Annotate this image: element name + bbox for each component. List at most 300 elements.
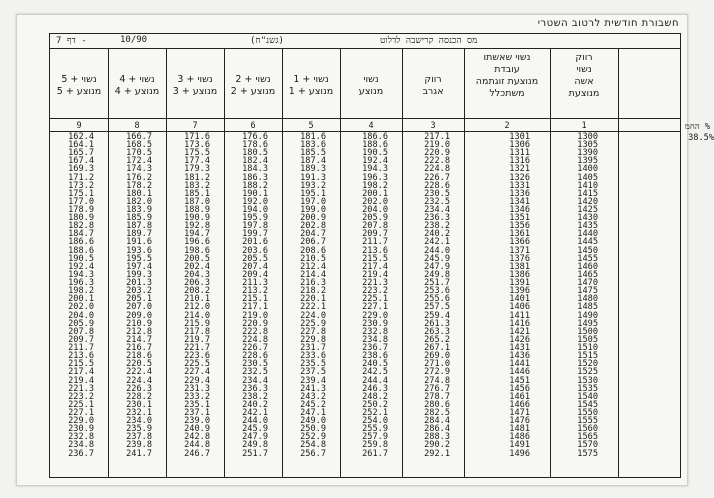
table-cell: 236.7	[68, 448, 94, 459]
row-group	[224, 336, 268, 377]
table-cell: 197.0	[300, 196, 326, 207]
table-cell: 1326	[509, 172, 530, 183]
table-cell: 204.0	[362, 204, 388, 215]
table-cell: 221.3	[362, 278, 388, 289]
table-cell: 195.1	[300, 188, 326, 199]
row-group	[50, 255, 94, 296]
table-cell: 209.4	[242, 269, 268, 280]
row-group	[108, 133, 152, 174]
table-cell: 1410	[577, 180, 598, 191]
table-cell: 171.2	[68, 172, 94, 183]
table-cell: 203.2	[126, 286, 152, 297]
table-cell: 1550	[577, 407, 598, 418]
table-cell: 247.9	[424, 261, 450, 272]
table-cell: 249.8	[424, 269, 450, 280]
table-cell: 269.0	[424, 351, 450, 362]
row-group	[166, 255, 210, 296]
table-cell: 253.6	[424, 286, 450, 297]
table-cell: 218.2	[300, 286, 326, 297]
table-cell: 1366	[509, 237, 530, 248]
table-cell: 237.1	[184, 407, 210, 418]
table-cell: 206.3	[184, 278, 210, 289]
table-cell: 238.6	[362, 351, 388, 362]
table-cell: 1336	[509, 188, 530, 199]
column-number-7: 7	[192, 121, 198, 131]
row-group	[464, 295, 530, 336]
column-header-line: עובדת	[494, 64, 520, 75]
tax-table-sheet	[16, 14, 714, 486]
table-cell: 1505	[577, 334, 598, 345]
table-cell: 230.9	[362, 318, 388, 329]
table-cell: 178.9	[68, 204, 94, 215]
table-cell: 226.7	[242, 343, 268, 354]
row-group	[166, 417, 210, 458]
table-cell: 244.8	[184, 440, 210, 451]
table-cell: 237.8	[126, 432, 152, 443]
table-cell: 234.4	[424, 204, 450, 215]
column-header-3	[402, 74, 464, 98]
table-cell: 190.1	[242, 188, 268, 199]
table-cell: 1435	[577, 221, 598, 232]
table-cell: 227.1	[68, 407, 94, 418]
table-cell: 200.1	[362, 188, 388, 199]
table-cell: 225.5	[184, 359, 210, 370]
table-cell: 192.4	[362, 156, 388, 167]
table-cell: 174.3	[126, 164, 152, 175]
table-cell: 227.8	[300, 326, 326, 337]
table-cell: 181.6	[300, 132, 326, 142]
table-cell: 1396	[509, 286, 530, 297]
column-header-line: נשוי	[363, 74, 379, 85]
table-cell: 235.1	[184, 399, 210, 410]
table-cell: 202.0	[362, 196, 388, 207]
table-cell: 181.2	[184, 172, 210, 183]
row-group	[282, 133, 326, 174]
table-cell: 193.2	[300, 180, 326, 191]
table-cell: 1451	[509, 375, 530, 386]
row-group	[108, 174, 152, 215]
table-cell: 1390	[577, 148, 598, 159]
table-cell: 234.4	[242, 375, 268, 386]
table-cell: 224.8	[242, 334, 268, 345]
table-cell: 1490	[577, 310, 598, 321]
table-cell: 216.3	[300, 278, 326, 289]
table-cell: 185.1	[184, 188, 210, 199]
row-group	[108, 336, 152, 377]
row-group	[282, 295, 326, 336]
table-cell: 280.6	[424, 399, 450, 410]
row-group	[464, 214, 530, 255]
table-cell: 242.1	[424, 237, 450, 248]
column-header-line: רווק	[575, 52, 593, 63]
table-cell: 229.0	[68, 416, 94, 427]
table-cell: 213.6	[68, 351, 94, 362]
table-cell: 1450	[577, 245, 598, 256]
row-group	[550, 133, 598, 174]
table-cell: 196.3	[68, 278, 94, 289]
table-cell: 213.2	[242, 286, 268, 297]
table-cell: 224.4	[126, 375, 152, 386]
table-cell: 212.4	[300, 261, 326, 272]
table-cell: 215.9	[184, 318, 210, 329]
table-cell: 173.6	[184, 140, 210, 151]
table-cell: 164.1	[68, 140, 94, 151]
table-cell: 214.4	[300, 269, 326, 280]
table-cell: 230.1	[126, 399, 152, 410]
column-number-6: 6	[250, 121, 256, 131]
table-cell: 177.4	[184, 156, 210, 167]
table-cell: 175.1	[68, 188, 94, 199]
row-group	[464, 336, 530, 377]
row-group	[282, 417, 326, 458]
row-group	[340, 377, 388, 418]
table-cell: 177.0	[68, 196, 94, 207]
table-cell: 227.4	[184, 367, 210, 378]
row-group	[464, 417, 530, 458]
table-cell: 1371	[509, 245, 530, 256]
table-cell: 184.3	[242, 164, 268, 175]
table-cell: 219.7	[184, 334, 210, 345]
row-group	[402, 336, 450, 377]
table-cell: 255.9	[362, 424, 388, 435]
table-cell: 231.7	[300, 343, 326, 354]
table-cell: 182.4	[242, 156, 268, 167]
table-cell: 256.7	[300, 448, 326, 459]
table-cell: 1535	[577, 383, 598, 394]
column-values-2	[464, 133, 530, 458]
table-cell: 225.9	[300, 318, 326, 329]
table-cell: 190.5	[68, 253, 94, 264]
row-group	[282, 214, 326, 255]
table-cell: 201.3	[126, 278, 152, 289]
table-cell: 178.2	[126, 180, 152, 191]
table-cell: 1530	[577, 375, 598, 386]
table-cell: 190.9	[184, 213, 210, 224]
table-cell: 1351	[509, 213, 530, 224]
column-header-line: נשוי שאשתו	[483, 52, 531, 63]
table-cell: 187.8	[126, 221, 152, 232]
table-cell: 219.0	[424, 140, 450, 151]
table-cell: 250.2	[362, 399, 388, 410]
table-cell: 205.9	[68, 318, 94, 329]
row-group	[550, 255, 598, 296]
table-cell: 230.5	[424, 188, 450, 199]
row-group	[166, 336, 210, 377]
table-cell: 223.2	[68, 391, 94, 402]
table-cell: 189.7	[126, 229, 152, 240]
row-group	[224, 255, 268, 296]
table-cell: 1440	[577, 229, 598, 240]
column-header-line: אשה	[574, 76, 594, 87]
table-cell: 222.8	[242, 326, 268, 337]
table-cell: 228.6	[424, 180, 450, 191]
table-cell: 235.9	[126, 424, 152, 435]
table-cell: 224.0	[300, 310, 326, 321]
column-header-line: מנוצע + 4	[114, 86, 160, 97]
column-header-line: נשוי + 1	[293, 74, 329, 85]
table-cell: 247.1	[300, 407, 326, 418]
table-cell: 1495	[577, 318, 598, 329]
page-number: דף 7 -	[56, 36, 87, 46]
table-cell: 242.1	[242, 407, 268, 418]
table-cell: 239.4	[300, 375, 326, 386]
table-cell: 232.5	[242, 367, 268, 378]
table-cell: 232.1	[126, 407, 152, 418]
row-group	[550, 174, 598, 215]
table-cell: 213.6	[362, 245, 388, 256]
column-number-9: 9	[76, 121, 82, 131]
table-cell: 210.1	[184, 294, 210, 305]
table-cell: 229.4	[184, 375, 210, 386]
table-cell: 214.0	[184, 310, 210, 321]
table-cell: 1411	[509, 310, 530, 321]
table-cell: 267.1	[424, 343, 450, 354]
row-group	[340, 255, 388, 296]
table-cell: 209.7	[362, 229, 388, 240]
row-group	[50, 174, 94, 215]
table-cell: 204.3	[184, 269, 210, 280]
table-cell: 205.9	[362, 213, 388, 224]
column-header-line: מנוצע + 2	[230, 86, 276, 97]
table-cell: 193.6	[126, 245, 152, 256]
table-cell: 176.2	[126, 172, 152, 183]
column-header-line: נשוי + 5	[61, 74, 97, 85]
table-cell: 1445	[577, 237, 598, 248]
table-cell: 249.0	[300, 416, 326, 427]
column-header-line: מנוצע + 1	[288, 86, 334, 97]
table-cell: 205.1	[126, 294, 152, 305]
table-cell: 234.0	[126, 416, 152, 427]
table-cell: 240.2	[424, 229, 450, 240]
table-cell: 1346	[509, 204, 530, 215]
table-cell: 223.2	[362, 286, 388, 297]
row-group	[224, 417, 268, 458]
table-cell: 210.5	[300, 253, 326, 264]
column-header-line: מנוצע	[358, 86, 384, 97]
table-cell: 183.2	[184, 180, 210, 191]
row-group	[282, 255, 326, 296]
row-group	[402, 295, 450, 336]
row-group	[550, 295, 598, 336]
table-cell: 192.0	[242, 196, 268, 207]
table-cell: 265.2	[424, 334, 450, 345]
table-cell: 178.6	[242, 140, 268, 151]
table-cell: 1481	[509, 424, 530, 435]
column-header-5	[282, 74, 340, 98]
table-cell: 261.7	[362, 448, 388, 459]
column-values-4	[340, 133, 388, 458]
table-cell: 1496	[509, 448, 530, 459]
table-cell: 236.3	[242, 383, 268, 394]
table-cell: 1430	[577, 213, 598, 224]
row-group	[550, 377, 598, 418]
table-cell: 288.3	[424, 432, 450, 443]
table-cell: 168.5	[126, 140, 152, 151]
table-cell: 192.4	[68, 261, 94, 272]
row-group	[166, 377, 210, 418]
table-cell: 290.2	[424, 440, 450, 451]
row-group	[108, 417, 152, 458]
table-cell: 216.7	[126, 343, 152, 354]
table-cell: 276.7	[424, 383, 450, 394]
table-cell: 1461	[509, 391, 530, 402]
row-group	[50, 336, 94, 377]
column-header-line: מנוצעת	[568, 88, 600, 99]
table-cell: 252.9	[300, 432, 326, 443]
row-group	[224, 174, 268, 215]
table-cell: 1460	[577, 261, 598, 272]
table-cell: 274.8	[424, 375, 450, 386]
table-cell: 1476	[509, 416, 530, 427]
table-cell: 221.3	[68, 383, 94, 394]
table-cell: 188.9	[184, 204, 210, 215]
table-cell: 182.8	[68, 221, 94, 232]
table-cell: 1555	[577, 416, 598, 427]
table-cell: 1406	[509, 302, 530, 313]
column-values-6	[224, 133, 268, 458]
table-cell: 1471	[509, 407, 530, 418]
table-cell: 251.7	[242, 448, 268, 459]
table-cell: 232.5	[424, 196, 450, 207]
row-group	[224, 133, 268, 174]
row-group	[340, 133, 388, 174]
column-header-line: נשוי + 4	[119, 74, 155, 85]
row-group	[224, 295, 268, 336]
table-cell: 1401	[509, 294, 530, 305]
table-cell: 183.6	[300, 140, 326, 151]
row-group	[464, 174, 530, 215]
column-values-5	[282, 133, 326, 458]
table-cell: 202.8	[300, 221, 326, 232]
table-cell: 1421	[509, 326, 530, 337]
column-header-line: אגרב	[422, 86, 444, 97]
table-cell: 176.6	[242, 132, 268, 142]
table-cell: 214.7	[126, 334, 152, 345]
row-group	[50, 377, 94, 418]
table-cell: 246.3	[362, 383, 388, 394]
table-cell: 186.6	[362, 132, 388, 142]
table-cell: 194.7	[184, 229, 210, 240]
table-cell: 200.1	[68, 294, 94, 305]
table-cell: 1305	[577, 140, 598, 151]
table-cell: 1560	[577, 424, 598, 435]
table-cell: 217.8	[184, 326, 210, 337]
table-cell: 240.2	[242, 399, 268, 410]
row-group	[340, 336, 388, 377]
table-cell: 1381	[509, 261, 530, 272]
column-header-line: מנוצע + 3	[172, 86, 218, 97]
table-cell: 255.6	[424, 294, 450, 305]
row-group	[50, 214, 94, 255]
column-values-7	[166, 133, 210, 458]
row-group	[224, 214, 268, 255]
row-group	[340, 214, 388, 255]
table-cell: 207.4	[242, 261, 268, 272]
table-cell: 1331	[509, 180, 530, 191]
table-cell: 249.8	[242, 440, 268, 451]
table-cell: 202.4	[184, 261, 210, 272]
table-cell: 1570	[577, 440, 598, 451]
table-cell: 207.0	[126, 302, 152, 313]
row-group	[550, 214, 598, 255]
table-cell: 230.5	[242, 359, 268, 370]
table-cell: 190.5	[362, 148, 388, 159]
table-cell: 188.6	[68, 245, 94, 256]
column-header-line: נשוי	[576, 64, 592, 75]
table-cell: 189.3	[300, 164, 326, 175]
table-cell: 1400	[577, 164, 598, 175]
table-cell: 197.8	[242, 221, 268, 232]
table-cell: 226.3	[126, 383, 152, 394]
date-code: 10/90	[120, 35, 148, 45]
table-cell: 245.9	[424, 253, 450, 264]
row-group	[402, 174, 450, 215]
table-cell: 208.6	[300, 245, 326, 256]
row-group	[282, 336, 326, 377]
table-cell: 224.8	[424, 164, 450, 175]
table-cell: 222.1	[300, 302, 326, 313]
table-cell: 183.9	[126, 204, 152, 215]
table-cell: 217.4	[362, 261, 388, 272]
table-cell: 222.8	[424, 156, 450, 167]
table-cell: 196.3	[362, 172, 388, 183]
table-cell: 240.5	[362, 359, 388, 370]
table-cell: 1525	[577, 367, 598, 378]
table-cell: 195.9	[242, 213, 268, 224]
table-cell: 1446	[509, 367, 530, 378]
row-group	[464, 377, 530, 418]
table-cell: 1575	[577, 448, 598, 459]
table-cell: 1520	[577, 359, 598, 370]
table-cell: 292.1	[424, 448, 450, 459]
table-cell: 243.2	[300, 391, 326, 402]
tax-table	[49, 33, 714, 478]
table-cell: 1376	[509, 253, 530, 264]
table-cell: 196.6	[184, 237, 210, 248]
table-cell: 259.8	[362, 440, 388, 451]
column-number-5: 5	[308, 121, 314, 131]
row-group	[50, 133, 94, 174]
row-group	[340, 174, 388, 215]
table-cell: 1321	[509, 164, 530, 175]
table-cell: 220.5	[126, 359, 152, 370]
table-cell: 1491	[509, 440, 530, 451]
column-number-4: 4	[368, 121, 374, 131]
row-group	[402, 377, 450, 418]
table-cell: 172.4	[126, 156, 152, 167]
table-cell: 221.7	[184, 343, 210, 354]
percent-label: % החמ	[684, 122, 710, 132]
column-values-9	[50, 133, 94, 458]
table-cell: 171.6	[184, 132, 210, 142]
table-cell: 1300	[577, 132, 598, 142]
table-cell: 225.1	[68, 399, 94, 410]
row-group	[108, 295, 152, 336]
table-cell: 187.0	[184, 196, 210, 207]
table-cell: 1545	[577, 399, 598, 410]
table-cell: 284.4	[424, 416, 450, 427]
table-cell: 1361	[509, 229, 530, 240]
percent-value: 38.5%	[688, 133, 714, 143]
table-cell: 191.6	[126, 237, 152, 248]
table-cell: 223.6	[184, 351, 210, 362]
table-cell: 209.0	[126, 310, 152, 321]
table-cell: 180.5	[242, 148, 268, 159]
column-number-3: 3	[430, 121, 436, 131]
table-cell: 215.5	[68, 359, 94, 370]
table-cell: 212.8	[126, 326, 152, 337]
column-header-2	[464, 52, 550, 100]
